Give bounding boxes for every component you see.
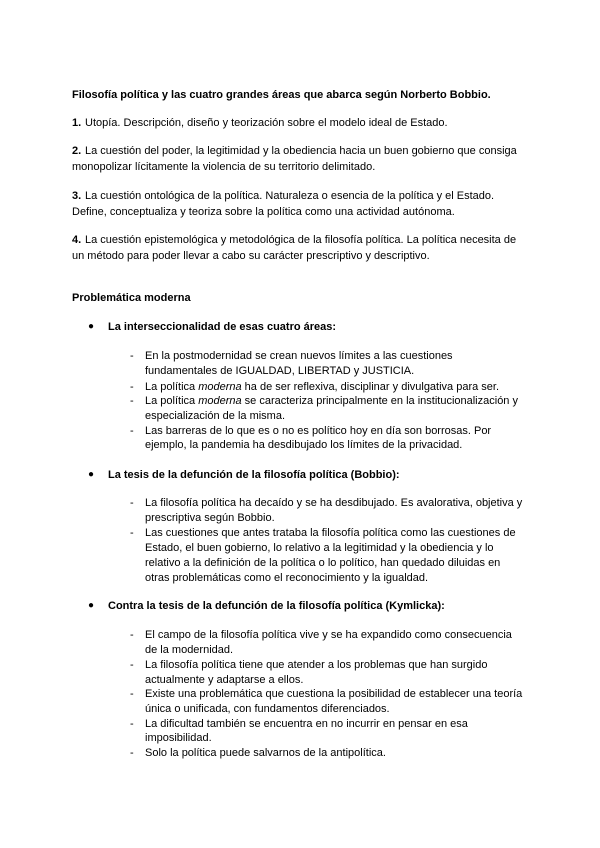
dash-icon: - [130,629,134,641]
area-number: 3. [72,190,82,202]
bullet-icon: ● [88,321,95,332]
document-title: Filosofía política y las cuatro grandes áreas que abarca según Norberto Bobbio. [72,89,491,101]
list-item-line: única o unificada, con fundamentos diferenciados. [145,703,390,715]
list-item-line: ejemplo, la pandemia ha desdibujado los límites de la privacidad. [145,439,463,451]
area-text: un método para poder llevar a cabo su carácter prescriptivo y descriptivo. [72,250,430,262]
area-text: La cuestión del poder, la legitimidad y la obediencia hacia un buen gobierno que consiga [85,145,517,157]
dash-icon: - [130,659,134,671]
list-item-line: fundamentales de IGUALDAD, LIBERTAD y JUSTICIA. [145,365,415,377]
area-text: Define, conceptualiza y teoriza sobre la política como una actividad autónoma. [72,206,455,218]
list-item-line: de la modernidad. [145,644,234,656]
dash-icon: - [130,688,134,700]
text: La política [145,381,199,393]
bullet-icon: ● [88,600,95,611]
dash-icon: - [130,350,134,362]
list-item-line [145,380,499,394]
dash-icon: - [130,425,134,437]
area-text: monopolizar lícitamente la violencia de su territorio delimitado. [72,161,376,173]
dash-icon: - [130,497,134,509]
italic-text: moderna [198,381,242,393]
bullet-heading: La tesis de la defunción de la filosofía política (Bobbio): [108,469,400,481]
area-text: La cuestión ontológica de la política. Naturaleza o esencia de la política y el Estado. [85,190,495,202]
list-item-line: especialización de la misma. [145,410,286,422]
dash-icon: - [130,527,134,539]
list-item-line: relativo a la definición de la política o lo político, han quedado diluidas en [145,557,501,569]
bullet-heading: La interseccionalidad de esas cuatro áreas: [108,321,337,333]
list-item-line: En la postmodernidad se crean nuevos límites a las cuestiones [145,350,453,362]
dash-icon: - [130,395,134,407]
list-item-line: otras problemáticas como el reconocimiento y la igualdad. [145,572,429,584]
section-heading: Problemática moderna [72,292,191,304]
list-item-line: Estado, el buen gobierno, lo relativo a la legitimidad y la obediencia y lo [145,542,494,554]
dash-icon: - [130,747,134,759]
list-item-line: Existe una problemática que cuestiona la posibilidad de establecer una teoría [145,688,523,700]
area-number: 1. [72,117,82,129]
list-item-line: actualmente y adaptarse a ellos. [145,674,304,686]
list-item-line: imposibilidad. [145,732,212,744]
list-item-line: La dificultad también se encuentra en no incurrir en pensar en esa [145,718,468,730]
list-item-line [145,394,518,408]
area-number: 2. [72,145,82,157]
list-item-line: La filosofía política tiene que atender a los problemas que han surgido [145,659,488,671]
list-item-line: Las barreras de lo que es o no es político hoy en día son borrosas. Por [145,425,492,437]
area-number: 4. [72,234,82,246]
area-text: Utopía. Descripción, diseño y teorización sobre el modelo ideal de Estado. [85,117,448,129]
list-item-line: La filosofía política ha decaído y se ha desdibujado. Es avalorativa, objetiva y [145,497,523,509]
text: La política [145,395,199,407]
bullet-icon: ● [88,469,95,480]
dash-icon: - [130,718,134,730]
italic-text: moderna [198,395,242,407]
list-item-line: prescriptiva según Bobbio. [145,512,275,524]
dash-icon: - [130,381,134,393]
list-item-line: El campo de la filosofía política vive y se ha expandido como consecuencia [145,629,512,641]
text: se caracteriza principalmente en la institucionalización y [241,395,518,407]
list-item-line: Las cuestiones que antes trataba la filosofía política como las cuestiones de [145,527,516,539]
text: ha de ser reflexiva, disciplinar y divulgativa para ser. [241,381,500,393]
list-item-line: Solo la política puede salvarnos de la antipolítica. [145,747,386,759]
bullet-heading: Contra la tesis de la defunción de la filosofía política (Kymlicka): [108,600,445,612]
area-text: La cuestión epistemológica y metodológica de la filosofía política. La política necesita de [85,234,517,246]
